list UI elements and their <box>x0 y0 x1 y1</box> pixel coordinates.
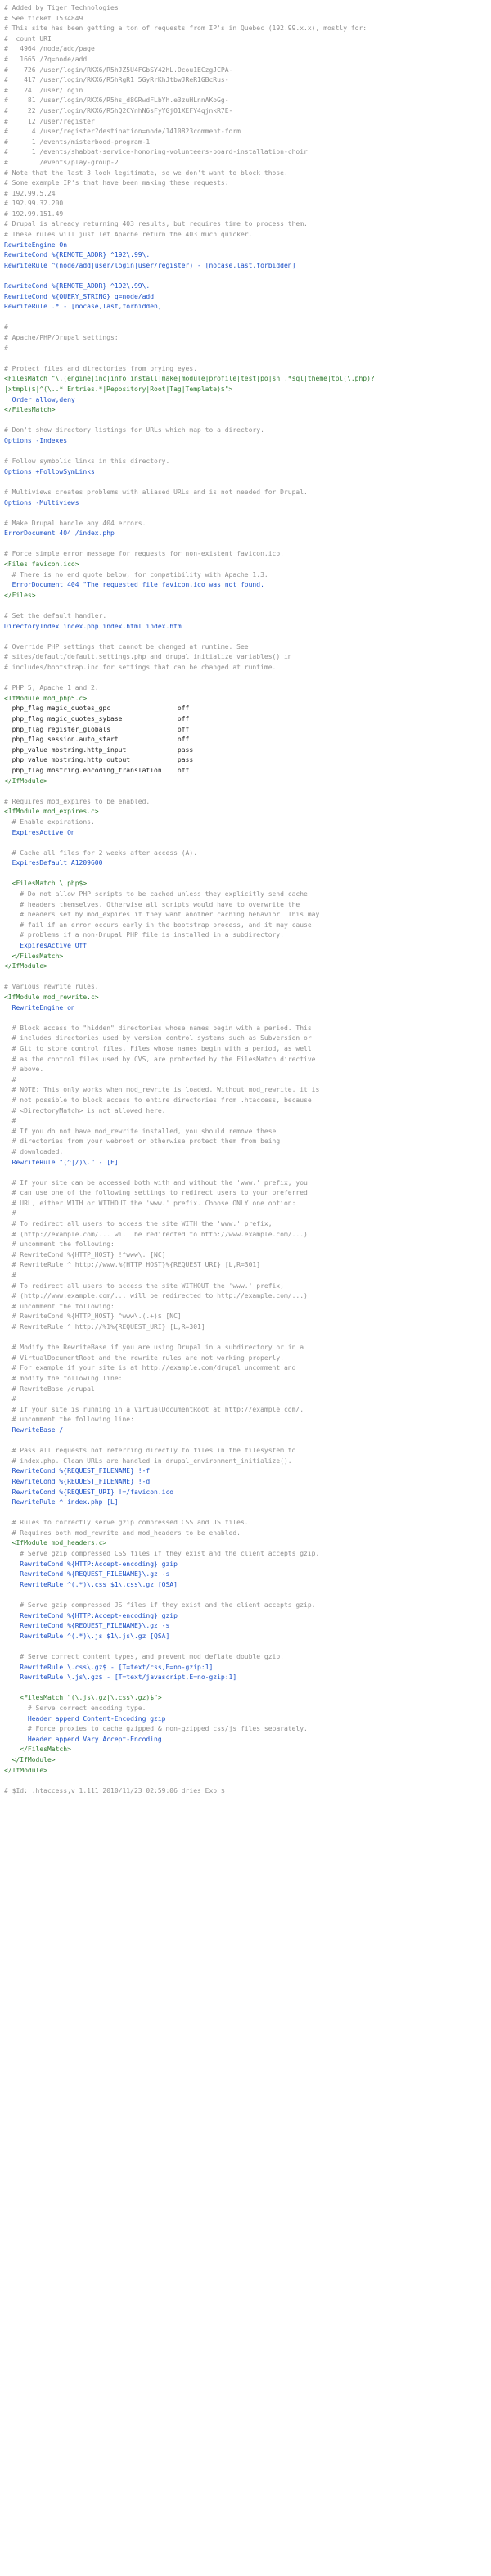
code-line: php_flag magic_quotes_sybase off <box>4 714 190 723</box>
comment-line: # Force proxies to cache gzipped & non-gzipped css/js files separately. <box>4 1725 308 1733</box>
blank-line <box>4 838 487 849</box>
code-line: </IfModule> <box>4 962 47 971</box>
comment-line: # <box>4 1272 16 1280</box>
code-line: <FilesMatch "\.(engine|inc|info|install|make|module|profile|test|po|sh|.*sql|theme|tpl(\.php)? <box>4 375 375 383</box>
blank-line <box>4 632 487 642</box>
code-line: RewriteRule ^ index.php [L] <box>4 1498 119 1506</box>
comment-line: # can use one of the following settings to redirect users to your preferred <box>4 1189 308 1197</box>
code-line: ErrorDocument 404 /index.php <box>4 529 115 538</box>
blank-line <box>4 1590 487 1601</box>
comment-line: # as the control files used by CVS, are protected by the FilesMatch directive <box>4 1055 316 1063</box>
code-line: RewriteCond %{REQUEST_FILENAME}\.gz -s <box>4 1622 170 1630</box>
comment-line: # Pass all requests not referring directly to files in the filesystem to <box>4 1447 296 1455</box>
comment-line: # 192.99.5.24 <box>4 189 56 197</box>
comment-line: # $Id: .htaccess,v 1.111 2010/11/23 02:59:06 dries Exp $ <box>4 1786 225 1795</box>
code-line: php_flag register_globals off <box>4 725 190 733</box>
code-line: RewriteCond %{QUERY_STRING} q=node/add <box>4 292 155 300</box>
comment-line: # <box>4 1117 16 1125</box>
blank-line <box>4 786 487 797</box>
code-line: RewriteCond %{REMOTE_ADDR} ^192\.99\. <box>4 251 151 259</box>
comment-line: # 241 /user/login <box>4 86 83 94</box>
blank-line <box>4 477 487 488</box>
comment-line: # 192.99.32.200 <box>4 200 64 208</box>
code-line: Options -Multiviews <box>4 498 79 507</box>
code-line: Header append Content-Encoding gzip <box>4 1714 166 1723</box>
comment-line: # Rules to correctly serve gzip compressed CSS and JS files. <box>4 1519 249 1527</box>
code-line: php_value mbstring.http_output pass <box>4 756 194 764</box>
comment-line: # Serve gzip compressed CSS files if they exist and the client accepts gzip. <box>4 1550 320 1558</box>
blank-line <box>4 508 487 519</box>
code-line: </IfModule> <box>4 1755 56 1763</box>
comment-line: # Do not allow PHP scripts to be cached unless they explicitly send cache <box>4 890 308 898</box>
comment-line: # 726 /user/login/RKX6/R5hJZ5U4FGbSY42hL.Ocou1ECzgJCPA- <box>4 65 233 74</box>
code-line: RewriteCond %{REQUEST_URI} !=/favicon.ico <box>4 1488 174 1496</box>
code-line: <IfModule mod_headers.c> <box>4 1539 107 1547</box>
comment-line: # includes/bootstrap.inc for settings that can be changed at runtime. <box>4 664 277 671</box>
comment-line: # RewriteCond %{HTTP_HOST} !^www\. [NC] <box>4 1250 166 1259</box>
blank-line <box>4 1333 487 1344</box>
comment-line: # Protect files and directories from prying eyes. <box>4 364 198 372</box>
code-line: </FilesMatch> <box>4 1745 71 1754</box>
comment-line: # Override PHP settings that cannot be changed at runtime. See <box>4 642 249 651</box>
code-line: RewriteRule \.css\.gz$ - [T=text/css,E=no-gzip:1] <box>4 1663 214 1671</box>
comment-line: # Multiviews creates problems with aliased URLs and is not needed for Drupal. <box>4 488 308 496</box>
comment-line: # <DirectoryMatch> is not allowed here. <box>4 1106 166 1115</box>
blank-line <box>4 1168 487 1178</box>
comment-line: # For example if your site is at http://example.com/drupal uncomment and <box>4 1364 296 1372</box>
blank-line <box>4 1013 487 1024</box>
code-line: </FilesMatch> <box>4 952 64 960</box>
code-line: RewriteEngine on <box>4 1003 75 1011</box>
blank-line <box>4 416 487 426</box>
comment-line: # 4964 /node/add/page <box>4 45 95 53</box>
blank-line <box>4 1776 487 1786</box>
code-line: <FilesMatch "(\.js\.gz|\.css\.gz)$"> <box>4 1694 162 1702</box>
comment-line: # modify the following line: <box>4 1374 123 1382</box>
blank-line <box>4 673 487 684</box>
comment-line: # Follow symbolic links in this directory. <box>4 457 170 466</box>
comment-line: # See ticket 1534849 <box>4 14 83 22</box>
code-line: |xtmpl)$|^(\..*|Entries.*|Repository|Root|Tag|Template)$"> <box>4 385 233 393</box>
comment-line: # <box>4 344 8 352</box>
code-line: <FilesMatch \.php$> <box>4 880 88 888</box>
comment-line: # sites/default/default.settings.php and drupal_initialize_variables() in <box>4 653 292 661</box>
code-line: <IfModule mod_php5.c> <box>4 694 88 702</box>
comment-line: # (http://example.com/... will be redirected to http://www.example.com/...) <box>4 1230 308 1238</box>
comment-line: # Modify the RewriteBase if you are using Drupal in a subdirectory or in a <box>4 1344 304 1352</box>
comment-line: # Serve correct encoding type. <box>4 1704 146 1712</box>
blank-line <box>4 354 487 364</box>
comment-line: # Make Drupal handle any 404 errors. <box>4 519 146 527</box>
code-line: RewriteCond %{REQUEST_FILENAME} !-d <box>4 1477 151 1485</box>
comment-line: # RewriteRule ^ http://%1%{REQUEST_URI} [L,R=301] <box>4 1323 205 1331</box>
comment-line: # RewriteRule ^ http://www.%{HTTP_HOST}%{REQUEST_URI} [L,R=301] <box>4 1261 261 1269</box>
comment-line: # uncomment the following line: <box>4 1416 134 1424</box>
code-line: RewriteBase / <box>4 1425 64 1434</box>
comment-line: # NOTE: This only works when mod_rewrite is loaded. Without mod_rewrite, it is <box>4 1086 320 1094</box>
comment-line: # If your site can be accessed both with and without the 'www.' prefix, you <box>4 1178 308 1187</box>
comment-line: # 1665 /?q=node/add <box>4 55 88 63</box>
comment-line: # <box>4 1209 16 1218</box>
comment-line: # Serve gzip compressed JS files if they exist and the client accepts gzip. <box>4 1601 316 1610</box>
comment-line: # 1 /events/play-group-2 <box>4 158 119 166</box>
comment-line: # uncomment the following: <box>4 1241 115 1249</box>
comment-line: # If you do not have mod_rewrite installed, you should remove these <box>4 1127 277 1135</box>
comment-line: # headers themselves. Otherwise all scripts would have to overwrite the <box>4 900 300 908</box>
comment-line: # 417 /user/login/RKX6/R5hRgR1_5GyRrKhJtbwJReR1GBcRus- <box>4 76 229 84</box>
blank-line <box>4 1642 487 1652</box>
comment-line: # URL, either WITH or WITHOUT the 'www.' prefix. Choose ONLY one option: <box>4 1199 296 1207</box>
comment-line: # 22 /user/login/RKX6/R5hQ2CYnhN6sFyYGjO1XEFY4qjnkR7E- <box>4 106 233 115</box>
comment-line: # RewriteCond %{HTTP_HOST} ^www\.(.+)$ [NC] <box>4 1313 182 1321</box>
code-line: Options +FollowSymLinks <box>4 467 95 475</box>
comment-line: # Don't show directory listings for URLs which map to a directory. <box>4 426 264 435</box>
code-line: RewriteRule "(^|/)\." - [F] <box>4 1158 119 1166</box>
code-line: php_flag session.auto_start off <box>4 736 190 744</box>
blank-line <box>4 1683 487 1694</box>
comment-line: # directories from your webroot or otherwise protect them from being <box>4 1137 281 1146</box>
comment-line: # problems if a non-Drupal PHP file is installed in a subdirectory. <box>4 931 284 939</box>
comment-line: # These rules will just let Apache return the 403 much quicker. <box>4 231 253 239</box>
comment-line: # If your site is running in a VirtualDocumentRoot at http://example.com/, <box>4 1405 304 1413</box>
code-line: php_value mbstring.http_input pass <box>4 745 194 754</box>
comment-line: # count URI <box>4 34 52 43</box>
comment-line: # Drupal is already returning 403 results, but requires time to process them. <box>4 220 308 228</box>
code-line: Order allow,deny <box>4 395 75 403</box>
code-line: RewriteCond %{HTTP:Accept-encoding} gzip <box>4 1611 178 1619</box>
code-line: RewriteRule .* - [nocase,last,forbidden] <box>4 303 162 311</box>
comment-line: # <box>4 1075 16 1083</box>
code-line: RewriteCond %{REMOTE_ADDR} ^192\.99\. <box>4 282 151 290</box>
htaccess-source-code <box>4 3 487 1796</box>
comment-line: # Block access to "hidden" directories whose names begin with a period. This <box>4 1024 312 1032</box>
code-line: RewriteRule \.js\.gz$ - [T=text/javascript,E=no-gzip:1] <box>4 1673 237 1682</box>
comment-line: # 81 /user/login/RKX6/R5hs_d8GRwdFLbYh.e3zuHLnnAKoGg- <box>4 97 229 105</box>
blank-line <box>4 1508 487 1519</box>
comment-line: # Various rewrite rules. <box>4 983 99 991</box>
comment-line: # Note that the last 3 look legitimate, so we don't want to block those. <box>4 169 288 177</box>
code-line: ErrorDocument 404 "The requested file favicon.ico was not found. <box>4 581 264 589</box>
code-line: Options -Indexes <box>4 436 68 444</box>
code-line: php_flag magic_quotes_gpc off <box>4 705 190 713</box>
blank-line <box>4 601 487 611</box>
comment-line: # includes directories used by version control systems such as Subversion or <box>4 1034 312 1043</box>
blank-line <box>4 313 487 323</box>
code-line: RewriteEngine On <box>4 241 68 249</box>
comment-line: # 192.99.151.49 <box>4 209 64 218</box>
code-line: <IfModule mod_rewrite.c> <box>4 993 99 1001</box>
code-line: DirectoryIndex index.php index.html index.htm <box>4 622 182 630</box>
comment-line: # fail if an error occurs early in the bootstrap process, and it may cause <box>4 921 312 929</box>
comment-line: # Some example IP's that have been making these requests: <box>4 179 229 187</box>
comment-line: # downloaded. <box>4 1147 64 1155</box>
code-line: Header append Vary Accept-Encoding <box>4 1735 162 1743</box>
comment-line: # Added by Tiger Technologies <box>4 4 119 11</box>
code-line: RewriteRule ^(.*)\.js $1\.js\.gz [QSA] <box>4 1632 170 1640</box>
comment-line: # Set the default handler. <box>4 612 107 620</box>
code-line: ExpiresDefault A1209600 <box>4 859 103 867</box>
comment-line: # To redirect all users to access the site WITH the 'www.' prefix, <box>4 1220 273 1228</box>
code-line: ExpiresActive On <box>4 828 75 836</box>
comment-line: # To redirect all users to access the site WITHOUT the 'www.' prefix, <box>4 1281 284 1290</box>
code-line: RewriteCond %{REQUEST_FILENAME} !-f <box>4 1467 151 1475</box>
comment-line: # Cache all files for 2 weeks after access (A). <box>4 849 198 857</box>
comment-line: # headers set by mod_expires if they want another caching behavior. This may <box>4 911 320 919</box>
comment-line: # not possible to block access to entire directories from .htaccess, because <box>4 1096 312 1104</box>
comment-line: # 12 /user/register <box>4 117 95 125</box>
comment-line: # VirtualDocumentRoot and the rewrite rules are not working properly. <box>4 1353 284 1362</box>
comment-line: # Force simple error message for requests for non-existent favicon.ico. <box>4 550 284 558</box>
code-line: php_flag mbstring.encoding_translation off <box>4 766 190 774</box>
code-line: </IfModule> <box>4 1766 47 1774</box>
code-line: </FilesMatch> <box>4 406 56 414</box>
comment-line: # PHP 5, Apache 1 and 2. <box>4 684 99 692</box>
comment-line: # above. <box>4 1065 44 1074</box>
comment-line: # Serve correct content types, and prevent mod_deflate double gzip. <box>4 1653 284 1660</box>
comment-line: # This site has been getting a ton of requests from IP's in Quebec (192.99.x.x), mostly for: <box>4 25 367 33</box>
blank-line <box>4 539 487 550</box>
code-line: RewriteRule ^(node/add|user/login|user/register) - [nocase,last,forbidden] <box>4 261 296 269</box>
comment-line: # Requires both mod_rewrite and mod_headers to be enabled. <box>4 1529 241 1537</box>
code-line: </IfModule> <box>4 777 47 785</box>
comment-line: # RewriteBase /drupal <box>4 1385 95 1393</box>
code-line: ExpiresActive Off <box>4 942 88 950</box>
comment-line: # Apache/PHP/Drupal settings: <box>4 334 119 341</box>
comment-line: # index.php. Clean URLs are handled in drupal_environment_initialize(). <box>4 1457 292 1465</box>
comment-line: # Requires mod_expires to be enabled. <box>4 797 151 805</box>
comment-line: # Enable expirations. <box>4 817 95 826</box>
blank-line <box>4 869 487 880</box>
comment-line: # There is no end quote below, for compatibility with Apache 1.3. <box>4 570 268 579</box>
comment-line: # <box>4 323 8 331</box>
comment-line: # 1 /events/misterbood-program-1 <box>4 137 151 146</box>
comment-line: # uncomment the following: <box>4 1302 115 1310</box>
code-line: RewriteCond %{HTTP:Accept-encoding} gzip <box>4 1560 178 1568</box>
blank-line <box>4 447 487 457</box>
comment-line: # 4 /user/register?destination=node/1410823comment-form <box>4 128 241 136</box>
comment-line: # (http://www.example.com/... will be redirected to http://example.com/...) <box>4 1292 308 1300</box>
comment-line: # Git to store control files. Files whose names begin with a period, as well <box>4 1044 312 1052</box>
code-line: RewriteCond %{REQUEST_FILENAME}\.gz -s <box>4 1570 170 1578</box>
comment-line: # <box>4 1395 16 1403</box>
blank-line <box>4 1436 487 1447</box>
blank-line <box>4 271 487 281</box>
code-line: <IfModule mod_expires.c> <box>4 808 99 816</box>
blank-line <box>4 972 487 983</box>
code-line: </Files> <box>4 591 36 599</box>
comment-line: # 1 /events/shabbat-service-honoring-volunteers-board-installation-choir <box>4 148 308 156</box>
code-line: RewriteRule ^(.*)\.css $1\.css\.gz [QSA] <box>4 1580 178 1588</box>
code-line: <Files favicon.ico> <box>4 561 79 569</box>
